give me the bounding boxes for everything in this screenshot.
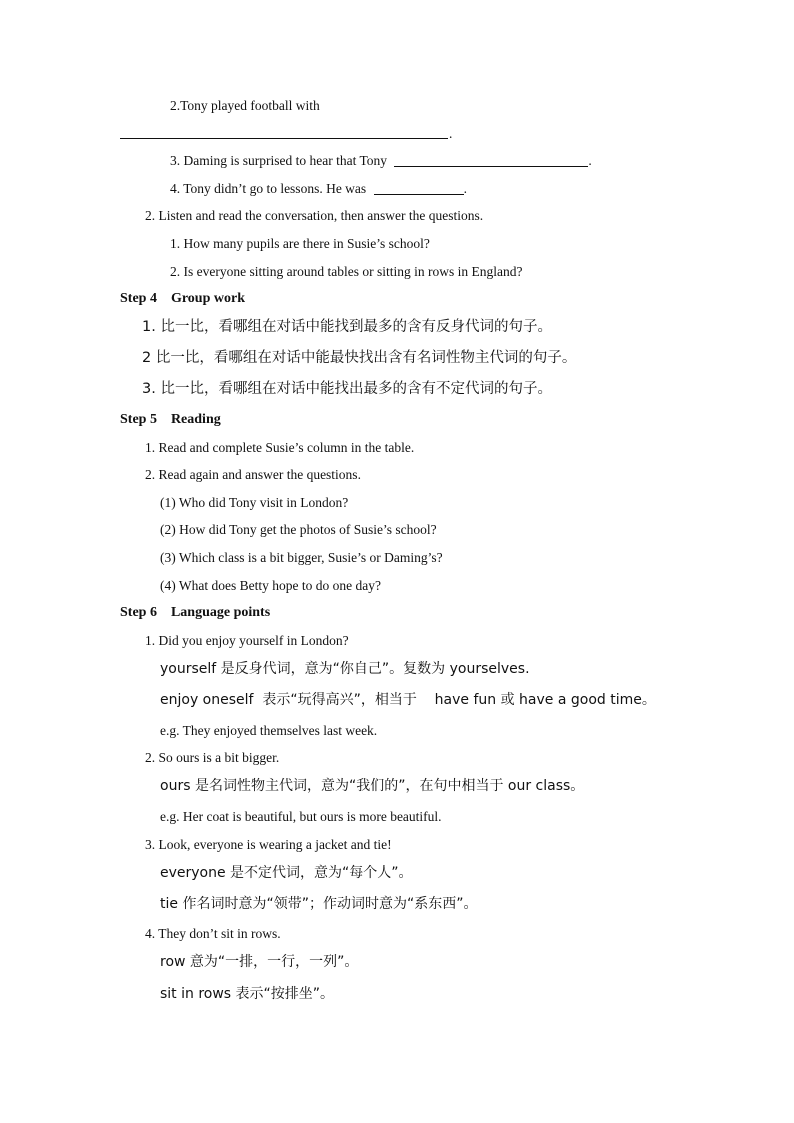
question-2: 2.Tony played football with (170, 98, 320, 113)
point-2-example: e.g. Her coat is beautiful, but ours is more beautiful. (160, 809, 442, 824)
step4-item-1: 1. 比一比，看哪组在对话中能找到最多的含有反身代词的句子。 (142, 319, 552, 335)
listen-instruction: 2. Listen and read the conversation, then answer the questions. (145, 208, 484, 223)
point-4-usage: sit in rows 表示“按排坐”。 (160, 986, 335, 1002)
answer-line-q3[interactable] (394, 152, 588, 167)
point-3: 3. Look, everyone is wearing a jacket and tie! (145, 837, 392, 852)
listen-question-1: 1. How many pupils are there in Susie’s school? (170, 236, 430, 251)
step4-heading: Step 4 Group work (120, 291, 245, 306)
point-1-usage: enjoy oneself 表示“玩得高兴”，相当于 have fun 或 have a good time。 (160, 692, 656, 708)
question-2-period: . (449, 126, 453, 141)
question-3 (170, 152, 592, 170)
question-3-period: . (588, 153, 592, 168)
listen-question-2: 2. Is everyone sitting around tables or sitting in rows in England? (170, 264, 523, 279)
point-3-explain: everyone 是不定代词，意为“每个人”。 (160, 865, 413, 881)
step5-question-2: (2) How did Tony get the photos of Susie’s school? (160, 522, 437, 537)
question-4-text: 4. Tony didn’t go to lessons. He was (170, 181, 367, 196)
step5-question-1: (1) Who did Tony visit in London? (160, 495, 349, 510)
step6-heading: Step 6 Language points (120, 605, 271, 620)
point-1-explain: yourself 是反身代词，意为“你自己”。复数为 yourselves. (160, 661, 530, 677)
question-3-text: 3. Daming is surprised to hear that Tony (170, 153, 388, 168)
step4-item-3: 3. 比一比，看哪组在对话中能找出最多的含有不定代词的句子。 (142, 381, 552, 397)
point-3-tie: tie 作名词时意为“领带”；作动词时意为“系东西”。 (160, 896, 478, 912)
point-2: 2. So ours is a bit bigger. (145, 750, 280, 765)
point-1-example: e.g. They enjoyed themselves last week. (160, 723, 378, 738)
step5-item-1: 1. Read and complete Susie’s column in the table. (145, 440, 415, 455)
point-1: 1. Did you enjoy yourself in London? (145, 633, 349, 648)
step4-item-2: 2 比一比，看哪组在对话中能最快找出含有名词性物主代词的句子。 (142, 350, 577, 366)
question-4 (170, 180, 467, 198)
answer-line-q4[interactable] (374, 180, 464, 195)
question-4-period: . (463, 181, 467, 196)
step5-question-4: (4) What does Betty hope to do one day? (160, 578, 381, 593)
point-4: 4. They don’t sit in rows. (145, 926, 281, 941)
point-2-explain: ours 是名词性物主代词，意为“我们的”，在句中相当于 our class。 (160, 778, 585, 794)
step5-heading: Step 5 Reading (120, 412, 221, 427)
step5-item-2: 2. Read again and answer the questions. (145, 467, 361, 482)
answer-line-q2[interactable] (120, 138, 448, 139)
point-4-explain: row 意为“一排，一行，一列”。 (160, 954, 359, 970)
step5-question-3: (3) Which class is a bit bigger, Susie’s or Daming’s? (160, 550, 443, 565)
